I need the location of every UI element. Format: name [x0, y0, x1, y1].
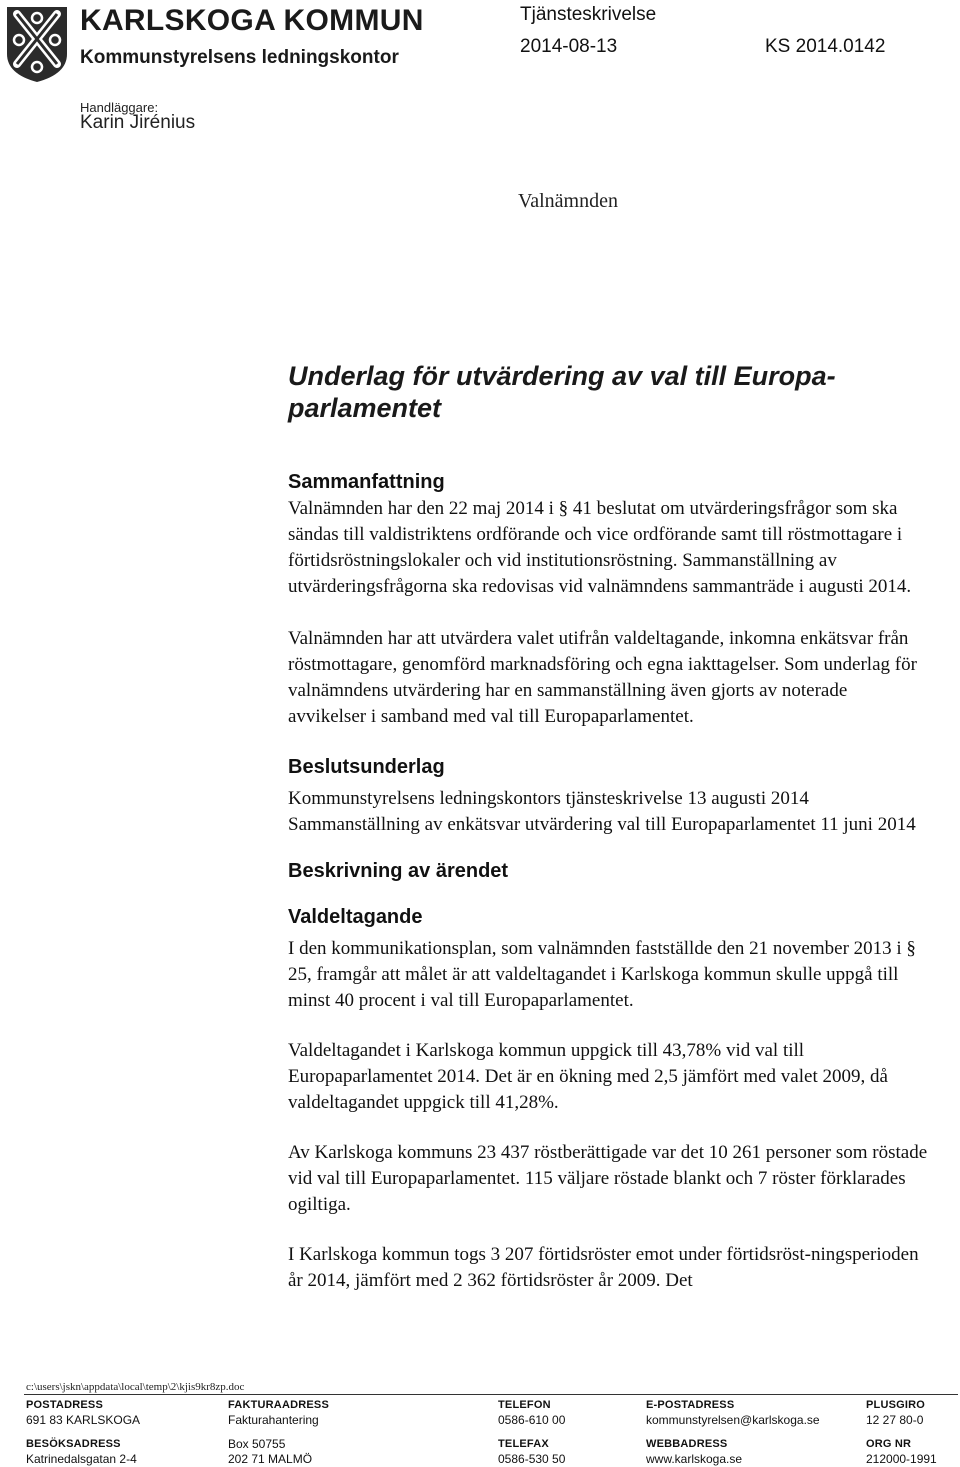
plusgiro-label: PLUSGIRO [866, 1399, 926, 1411]
telefax-value: 0586-530 50 [498, 1452, 566, 1466]
title-line: parlamentet [288, 393, 442, 423]
document-body [288, 360, 928, 1294]
webbadress-label: WEBBADRESS [646, 1438, 728, 1450]
postadress-value: 691 83 KARLSKOGA [26, 1413, 141, 1427]
document-number: KS 2014.0142 [765, 36, 886, 57]
handler-label: Handläggare: [80, 100, 159, 115]
telefon-value: 0586-610 00 [498, 1413, 566, 1427]
decision-basis-item: Sammanställning av enkätsvar utvärdering val till Europaparlamentet 11 juni 2014 [288, 814, 916, 835]
decision-basis-heading: Beslutsunderlag [288, 756, 445, 778]
decision-basis-item: Kommunstyrelsens ledningskontors tjänsteskrivelse 13 augusti 2014 [288, 788, 809, 809]
document-type: Tjänsteskrivelse [520, 4, 657, 25]
description-paragraph: I Karlskoga kommun togs 3 207 förtidsröster emot under förtidsröst-ningsperioden år 2014, jämfört med 2 362 förtidsröster år 2009. Det [288, 1244, 919, 1291]
fakturaadress-line: 202 71 MALMÖ [228, 1452, 313, 1466]
recipient: Valnämnden [518, 190, 618, 212]
description-paragraph: Valdeltagandet i Karlskoga kommun uppgick till 43,78% vid val till Europaparlamentet 2014. Det är en ökning med 2,5 jämfört med valet 2009, då valdeltagandet uppgick till 41,28%. [288, 1040, 888, 1113]
fakturaadress-line: Box 50755 [228, 1437, 286, 1451]
description-paragraph: I den kommunikationsplan, som valnämnden fastställde den 21 november 2013 i § 25, framgår att målet är att valdeltagandet i Karlskoga kommun skulle uppgå till minst 40 procent i val till Europaparlamentet. [288, 938, 916, 1011]
summary-heading: Sammanfattning [288, 471, 445, 493]
file-path: c:\users\jskn\appdata\local\temp\2\kjis9kr8zp.doc [26, 1381, 245, 1393]
document-title [288, 360, 928, 424]
description-heading: Beskrivning av ärendet [288, 860, 509, 882]
telefon-label: TELEFON [498, 1399, 551, 1411]
telefax-label: TELEFAX [498, 1438, 549, 1450]
plusgiro-value: 12 27 80-0 [866, 1413, 924, 1427]
orgnr-value: 212000-1991 [866, 1452, 937, 1466]
postadress-label: POSTADRESS [26, 1399, 103, 1411]
document-date: 2014-08-13 [520, 36, 618, 57]
karlskoga-coat-of-arms-logo [4, 4, 70, 84]
summary-paragraph: Valnämnden har att utvärdera valet utifrån valdeltagande, inkomna enkätsvar från röstmottagare, genomförd marknadsföring och egna iakttagelser. Som underlag för valnämndens utvärdering har en sammanställning även gjorts av noterade avvikelser i samband med val till Europaparlamentet. [288, 628, 917, 727]
footer-divider [24, 1394, 958, 1395]
office-name: Kommunstyrelsens ledningskontor [80, 47, 399, 68]
besoksadress-value: Katrinedalsgatan 2-4 [26, 1452, 137, 1466]
fakturaadress-line: Fakturahantering [228, 1413, 319, 1427]
webbadress-value: www.karlskoga.se [646, 1452, 743, 1466]
description-subheading: Valdeltagande [288, 906, 423, 928]
description-paragraph: Av Karlskoga kommuns 23 437 röstberättigade var det 10 261 personer som röstade vid val till Europaparlamentet. 115 väljare röstade blankt och 7 röster förklarades ogiltiga. [288, 1142, 928, 1215]
fakturaadress-label: FAKTURAADRESS [228, 1399, 329, 1411]
summary-paragraph: Valnämnden har den 22 maj 2014 i § 41 beslutat om utvärderingsfrågor som ska sändas till valdistriktens ordförande och vice ordförande samt till röstmottagare i förtidsröstningslokaler och vid institutionsröstning. Sammanställning av utvärderingsfrågorna ska redovisas vid valnämndens sammanträde i augusti 2014. [288, 498, 912, 597]
orgnr-label: ORG NR [866, 1438, 912, 1450]
handler-name: Karin Jirénius [80, 112, 196, 133]
epost-value: kommunstyrelsen@karlskoga.se [646, 1413, 820, 1427]
organization-name: KARLSKOGA KOMMUN [80, 4, 424, 37]
epost-label: E-POSTADRESS [646, 1399, 735, 1411]
title-line: Underlag för utvärdering av val till Europa- [288, 361, 836, 391]
besoksadress-label: BESÖKSADRESS [26, 1438, 121, 1450]
